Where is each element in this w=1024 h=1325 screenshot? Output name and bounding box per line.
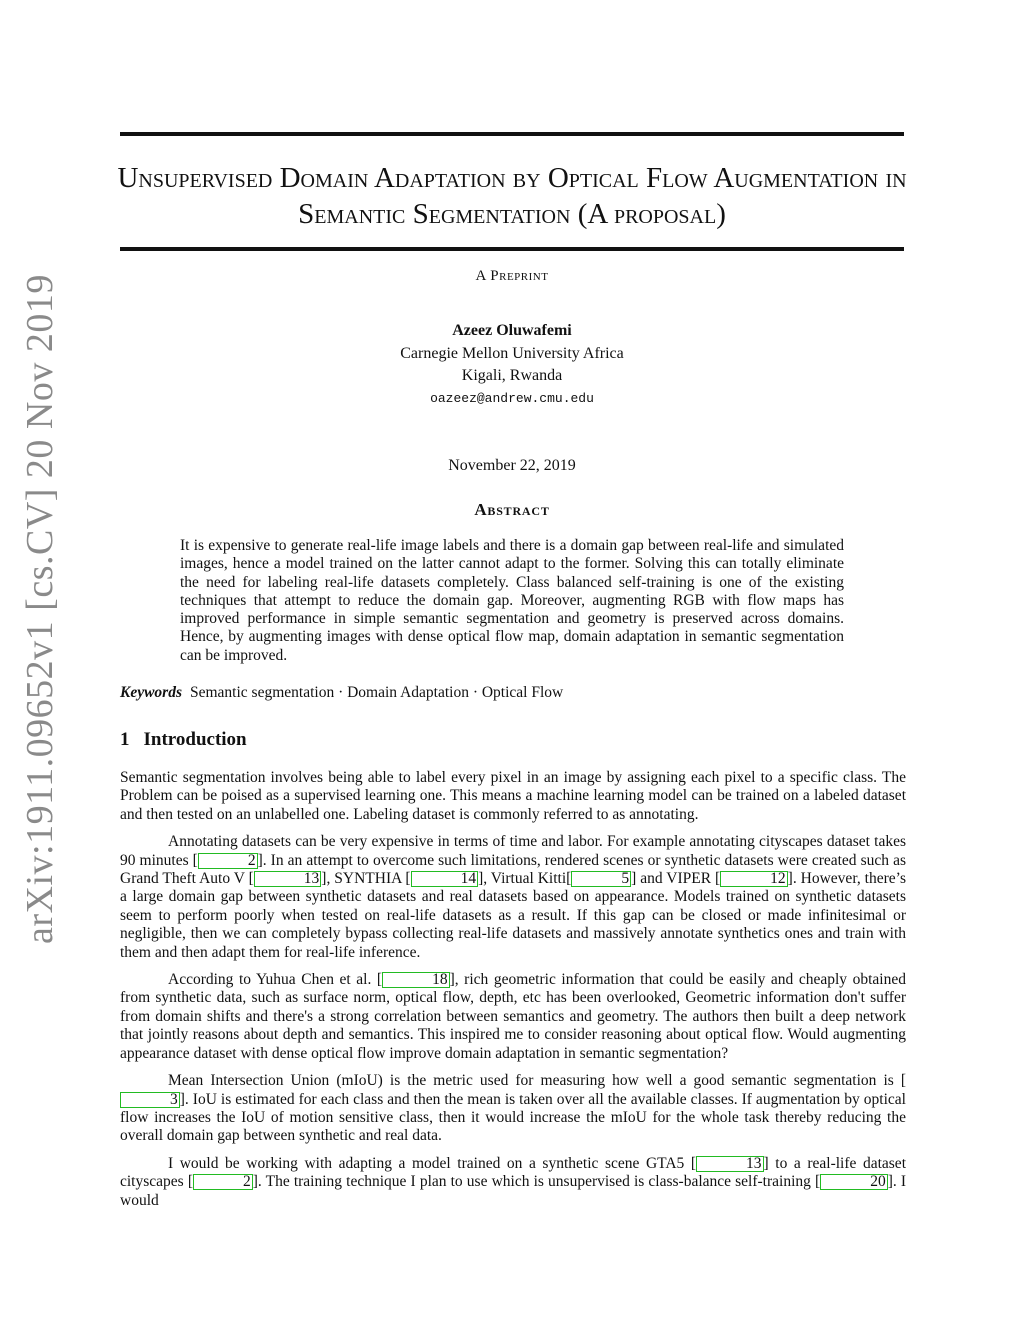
keywords-text: Semantic segmentation · Domain Adaptation · Optical Flow bbox=[190, 684, 564, 701]
section-title: Introduction bbox=[143, 729, 247, 750]
author-affiliation: Carnegie Mellon University Africa bbox=[400, 345, 624, 362]
citation-link[interactable]: 13 bbox=[696, 1156, 764, 1172]
bottom-title-rule bbox=[120, 247, 904, 251]
citation-link[interactable]: 13 bbox=[254, 871, 322, 887]
top-rule bbox=[120, 132, 904, 136]
citation-link[interactable]: 18 bbox=[382, 972, 450, 988]
paragraph: Mean Intersection Union (mIoU) is the metric used for measuring how well a good semantic segmentation is [3 ]. IoU is estimated for each class and then the mean is taken over all the available classes. If augmentation by optical flow increases the IoU of motion sensitive class, then it would increase the mIoU for the whole task thereby reducing the overall domain gap between synthetic and real data. bbox=[120, 1072, 906, 1145]
paper-title: Unsupervised Domain Adaptation by Optical Flow Augmentation in Semantic Segmentation (A proposal) bbox=[117, 162, 907, 230]
citation-link[interactable]: 20 bbox=[820, 1174, 888, 1190]
citation-link[interactable]: 5 bbox=[571, 871, 631, 887]
paragraph: Semantic segmentation involves being able to label every pixel in an image by assigning each pixel to a specific class. The Problem can be poised as a supervised learning one. This means a machine learning model can be trained on a labeled dataset and then tested on an unlabelled one. Labeling dataset is commonly referred to as annotating. bbox=[120, 769, 906, 823]
author-email[interactable]: oazeez@andrew.cmu.edu bbox=[430, 391, 594, 406]
abstract-text: It is expensive to generate real-life image labels and there is a domain gap between real-life and simulated images, hence a model trained on the latter cannot adapt to the former. Solving this can totally eliminate the need for labeling real-life datasets completely. Class balanced self-training is one of the existing techniques that attempt to reduce the domain gap. Moreover, augmenting RGB with flow maps has improved performance in simple semantic segmentation and geometry is preserved across domains. Hence, by augmenting images with dense optical flow map, domain adaptation in semantic segmentation can be improved. bbox=[180, 537, 844, 664]
author-name: Azeez Oluwafemi bbox=[452, 322, 572, 339]
section-number: 1 bbox=[120, 729, 130, 750]
author-location: Kigali, Rwanda bbox=[461, 367, 563, 384]
paper-date: November 22, 2019 bbox=[448, 457, 576, 474]
citation-link[interactable]: 2 bbox=[193, 1174, 253, 1190]
citation-link[interactable]: 3 bbox=[120, 1092, 180, 1108]
citation-link[interactable]: 14 bbox=[411, 871, 479, 887]
paragraph: Annotating datasets can be very expensive in terms of time and labor. For example annotating cityscapes dataset takes 90 minutes [ 2 ]. In an attempt to overcome such limitations, rendered scenes or synthetic datasets were created such as Grand Theft Auto V [ 13 ], SYNTHIA [ 14 ], Virtual Kitti[ 5 ] and VIPER [ 12 ]. However, there’s a large domain gap between synthetic datasets and real datasets based on appearance. Models trained on synthetic datasets seem to perform poorly when tested on real-life datasets as a result. If this gap can be closed or made infinitesimal or negligible, then we can completely bypass collecting real-life datasets and massively annotate synthetics ones and train with them and then adapt them for real-life inference. bbox=[120, 833, 907, 961]
abstract-heading: Abstract bbox=[474, 500, 550, 519]
introduction-body bbox=[120, 769, 906, 1219]
arxiv-stamp: arXiv:1911.09652v1 [cs.CV] 20 Nov 2019 bbox=[19, 274, 61, 944]
preprint-label: A Preprint bbox=[475, 268, 549, 284]
citation-link[interactable]: 12 bbox=[720, 871, 788, 887]
section-heading bbox=[120, 729, 247, 751]
keywords-label: Keywords bbox=[120, 684, 182, 701]
paragraph: I would be working with adapting a model trained on a synthetic scene GTA5 [ 13 ] to a real-life dataset cityscapes [ 2 ]. The training technique I plan to use which is unsupervised is class-balance self-training [ 20 ]. I would bbox=[120, 1154, 907, 1209]
paragraph: According to Yuhua Chen et al. [ 18 ], rich geometric information that could be easily and cheaply obtained from synthetic data, such as surface norm, optical flow, depth, etc has been overlooked, Geometric information don't suffer from domain shifts and there's a strong correlation between semantics and geometry. The authors then built a deep network that jointly reasons about depth and semantics. This inspired me to consider reasoning about optical flow. Would augmenting appearance dataset with dense optical flow improve domain adaptation in semantic segmentation? bbox=[120, 971, 906, 1062]
citation-link[interactable]: 2 bbox=[198, 853, 258, 869]
keywords bbox=[120, 684, 563, 702]
